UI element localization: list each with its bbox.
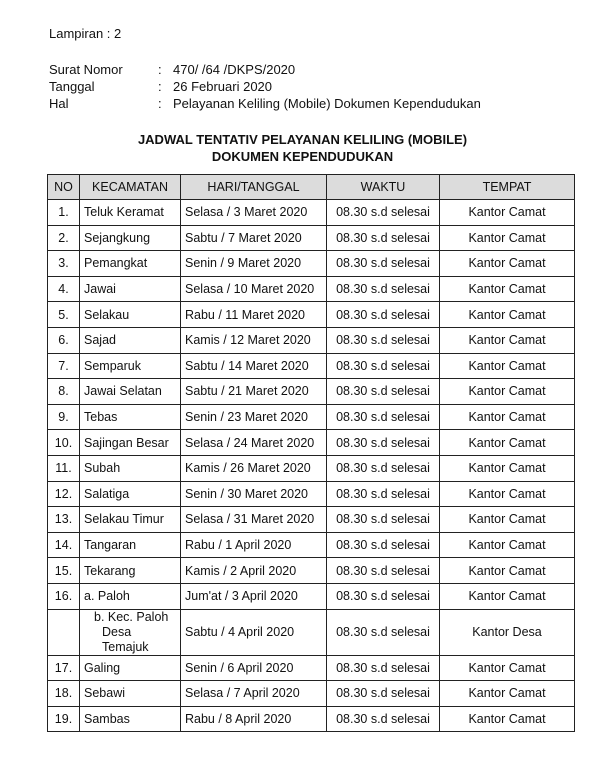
- cell-hari: Kamis / 2 April 2020: [181, 558, 327, 584]
- cell-kecamatan: Tekarang: [80, 558, 181, 584]
- table-body: [48, 200, 575, 732]
- cell-tempat: Kantor Camat: [440, 200, 575, 226]
- cell-hari: Senin / 30 Maret 2020: [181, 481, 327, 507]
- table-row: [48, 706, 575, 732]
- cell-hari: Selasa / 3 Maret 2020: [181, 200, 327, 226]
- cell-hari: Sabtu / 21 Maret 2020: [181, 379, 327, 405]
- table-row-16b: [48, 609, 575, 655]
- cell-tempat: Kantor Camat: [440, 379, 575, 405]
- table-row: [48, 379, 575, 405]
- cell-tempat: Kantor Camat: [440, 558, 575, 584]
- cell-no: 3.: [48, 251, 80, 277]
- cell-waktu: 08.30 s.d selesai: [327, 302, 440, 328]
- cell-waktu: 08.30 s.d selesai: [327, 706, 440, 732]
- cell-kecamatan: [80, 609, 181, 655]
- cell-no: 9.: [48, 404, 80, 430]
- meta-value: Pelayanan Keliling (Mobile) Dokumen Kependudukan: [173, 96, 481, 111]
- cell-waktu: 08.30 s.d selesai: [327, 558, 440, 584]
- cell-waktu: 08.30 s.d selesai: [327, 507, 440, 533]
- header-tempat: TEMPAT: [440, 175, 575, 200]
- meta-label: Surat Nomor: [49, 62, 123, 77]
- cell-waktu: 08.30 s.d selesai: [327, 225, 440, 251]
- cell-tempat: Kantor Desa: [440, 609, 575, 655]
- cell-kecamatan: Pemangkat: [80, 251, 181, 277]
- meta-row-nomor: [49, 61, 481, 78]
- cell-hari: Rabu / 11 Maret 2020: [181, 302, 327, 328]
- cell-no: 11.: [48, 455, 80, 481]
- lampiran-label: Lampiran : 2: [49, 26, 122, 41]
- cell-no: 12.: [48, 481, 80, 507]
- table-row: [48, 200, 575, 226]
- table-row: [48, 251, 575, 277]
- cell-tempat: Kantor Camat: [440, 251, 575, 277]
- cell-tempat: Kantor Camat: [440, 353, 575, 379]
- meta-value: 470/ /64 /DKPS/2020: [173, 62, 296, 77]
- cell-kecamatan: Teluk Keramat: [80, 200, 181, 226]
- cell-waktu: 08.30 s.d selesai: [327, 353, 440, 379]
- cell-hari: Kamis / 12 Maret 2020: [181, 327, 327, 353]
- cell-kecamatan-line2: Desa Temajuk: [102, 624, 149, 654]
- cell-tempat: Kantor Camat: [440, 481, 575, 507]
- cell-tempat: Kantor Camat: [440, 225, 575, 251]
- table-row: [48, 481, 575, 507]
- cell-kecamatan: Tangaran: [80, 532, 181, 558]
- cell-hari: Selasa / 31 Maret 2020: [181, 507, 327, 533]
- cell-waktu: 08.30 s.d selesai: [327, 327, 440, 353]
- table-row: [48, 507, 575, 533]
- cell-kecamatan: Sajad: [80, 327, 181, 353]
- table-row: [48, 225, 575, 251]
- cell-kecamatan: Galing: [80, 655, 181, 681]
- meta-colon: :: [158, 62, 162, 77]
- cell-waktu: 08.30 s.d selesai: [327, 583, 440, 609]
- cell-hari: Rabu / 1 April 2020: [181, 532, 327, 558]
- cell-waktu: 08.30 s.d selesai: [327, 655, 440, 681]
- cell-waktu: 08.30 s.d selesai: [327, 681, 440, 707]
- cell-waktu: 08.30 s.d selesai: [327, 379, 440, 405]
- cell-kecamatan: Salatiga: [80, 481, 181, 507]
- cell-waktu: 08.30 s.d selesai: [327, 455, 440, 481]
- table-row: [48, 327, 575, 353]
- header-waktu: WAKTU: [327, 175, 440, 200]
- cell-waktu: 08.30 s.d selesai: [327, 404, 440, 430]
- cell-no: 15.: [48, 558, 80, 584]
- cell-hari: Kamis / 26 Maret 2020: [181, 455, 327, 481]
- header-no: NO: [48, 175, 80, 200]
- table-row: [48, 302, 575, 328]
- cell-tempat: Kantor Camat: [440, 532, 575, 558]
- cell-no: [48, 609, 80, 655]
- cell-tempat: Kantor Camat: [440, 507, 575, 533]
- meta-colon: :: [158, 79, 162, 94]
- cell-hari: Jum'at / 3 April 2020: [181, 583, 327, 609]
- document-subtitle: DOKUMEN KEPENDUDUKAN: [211, 149, 394, 164]
- table-row: [48, 583, 575, 609]
- cell-kecamatan: a. Paloh: [80, 583, 181, 609]
- cell-no: 14.: [48, 532, 80, 558]
- cell-waktu: 08.30 s.d selesai: [327, 251, 440, 277]
- cell-hari: Selasa / 24 Maret 2020: [181, 430, 327, 456]
- table-row: [48, 655, 575, 681]
- cell-waktu: 08.30 s.d selesai: [327, 609, 440, 655]
- cell-hari: Sabtu / 4 April 2020: [181, 609, 327, 655]
- cell-hari: Senin / 6 April 2020: [181, 655, 327, 681]
- cell-kecamatan: Sebawi: [80, 681, 181, 707]
- meta-label: Hal: [49, 96, 69, 111]
- cell-no: 8.: [48, 379, 80, 405]
- cell-tempat: Kantor Camat: [440, 430, 575, 456]
- document-title: JADWAL TENTATIV PELAYANAN KELILING (MOBILE): [137, 132, 468, 147]
- cell-kecamatan: Sejangkung: [80, 225, 181, 251]
- cell-no: 1.: [48, 200, 80, 226]
- cell-tempat: Kantor Camat: [440, 276, 575, 302]
- letter-meta: [49, 61, 481, 112]
- cell-tempat: Kantor Camat: [440, 706, 575, 732]
- table-row: [48, 404, 575, 430]
- cell-waktu: 08.30 s.d selesai: [327, 430, 440, 456]
- header-kecamatan: KECAMATAN: [80, 175, 181, 200]
- cell-waktu: 08.30 s.d selesai: [327, 276, 440, 302]
- cell-no: 17.: [48, 655, 80, 681]
- cell-no: 13.: [48, 507, 80, 533]
- cell-hari: Sabtu / 7 Maret 2020: [181, 225, 327, 251]
- meta-value: 26 Februari 2020: [173, 79, 273, 94]
- header-hari: HARI/TANGGAL: [181, 175, 327, 200]
- meta-colon: :: [158, 96, 162, 111]
- cell-waktu: 08.30 s.d selesai: [327, 481, 440, 507]
- cell-kecamatan: Jawai Selatan: [80, 379, 181, 405]
- cell-tempat: Kantor Camat: [440, 655, 575, 681]
- cell-kecamatan: Subah: [80, 455, 181, 481]
- cell-no: 19.: [48, 706, 80, 732]
- cell-hari: Sabtu / 14 Maret 2020: [181, 353, 327, 379]
- table-row: [48, 681, 575, 707]
- cell-kecamatan: Tebas: [80, 404, 181, 430]
- table-row: [48, 532, 575, 558]
- cell-tempat: Kantor Camat: [440, 583, 575, 609]
- cell-tempat: Kantor Camat: [440, 404, 575, 430]
- cell-kecamatan-line1: b. Kec. Paloh: [94, 609, 169, 624]
- cell-no: 7.: [48, 353, 80, 379]
- cell-no: 2.: [48, 225, 80, 251]
- cell-kecamatan: Jawai: [80, 276, 181, 302]
- cell-hari: Senin / 9 Maret 2020: [181, 251, 327, 277]
- cell-kecamatan: Sambas: [80, 706, 181, 732]
- meta-row-tanggal: [49, 78, 481, 95]
- cell-tempat: Kantor Camat: [440, 681, 575, 707]
- schedule-table: [47, 174, 575, 732]
- cell-tempat: Kantor Camat: [440, 327, 575, 353]
- table-row: [48, 455, 575, 481]
- cell-no: 5.: [48, 302, 80, 328]
- cell-waktu: 08.30 s.d selesai: [327, 532, 440, 558]
- cell-kecamatan: Sajingan Besar: [80, 430, 181, 456]
- cell-hari: Selasa / 7 April 2020: [181, 681, 327, 707]
- cell-no: 10.: [48, 430, 80, 456]
- cell-hari: Senin / 23 Maret 2020: [181, 404, 327, 430]
- cell-no: 16.: [48, 583, 80, 609]
- cell-no: 18.: [48, 681, 80, 707]
- cell-waktu: 08.30 s.d selesai: [327, 200, 440, 226]
- cell-kecamatan: Selakau: [80, 302, 181, 328]
- cell-kecamatan: Semparuk: [80, 353, 181, 379]
- table-header-row: [48, 175, 575, 200]
- meta-row-hal: [49, 95, 481, 112]
- table-row: [48, 430, 575, 456]
- cell-hari: Rabu / 8 April 2020: [181, 706, 327, 732]
- cell-tempat: Kantor Camat: [440, 302, 575, 328]
- cell-no: 6.: [48, 327, 80, 353]
- cell-hari: Selasa / 10 Maret 2020: [181, 276, 327, 302]
- cell-kecamatan: Selakau Timur: [80, 507, 181, 533]
- table-row: [48, 276, 575, 302]
- cell-no: 4.: [48, 276, 80, 302]
- table-row: [48, 558, 575, 584]
- meta-label: Tanggal: [49, 79, 95, 94]
- cell-tempat: Kantor Camat: [440, 455, 575, 481]
- table-row: [48, 353, 575, 379]
